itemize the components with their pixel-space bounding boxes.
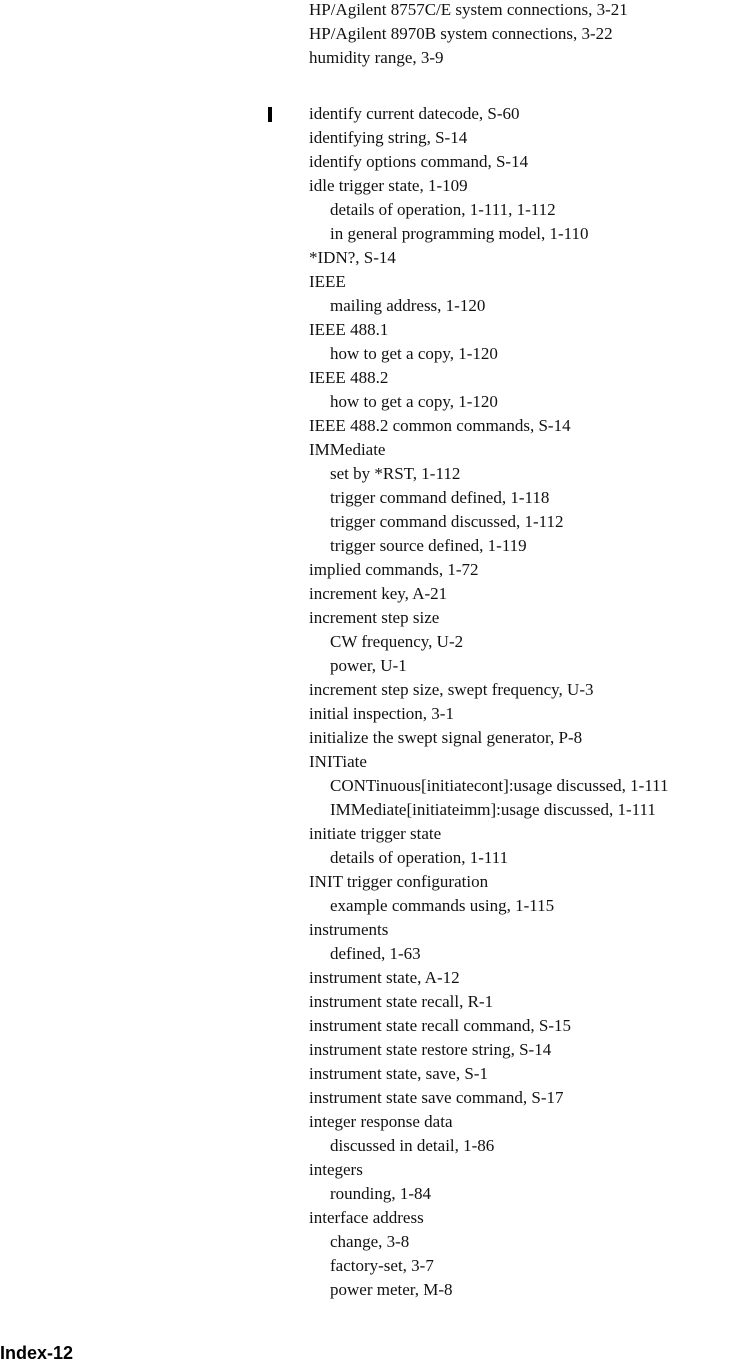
index-entry: INIT trigger configuration <box>309 872 489 891</box>
index-subentry: details of operation, 1-111, 1-112 <box>330 200 556 219</box>
index-subentry: CW frequency, U-2 <box>330 632 464 651</box>
index-entry: IEEE <box>309 272 346 291</box>
index-entry: increment key, A-21 <box>309 584 448 603</box>
index-entry: identify options command, S-14 <box>309 152 529 171</box>
index-entry: increment step size, swept frequency, U-3 <box>309 680 594 699</box>
index-entry: INITiate <box>309 752 367 771</box>
index-entry: integer response data <box>309 1112 453 1131</box>
index-subentry: rounding, 1-84 <box>330 1184 432 1203</box>
index-entry: HP/Agilent 8970B system connections, 3-22 <box>309 24 613 43</box>
index-entry: instrument state, A-12 <box>309 968 460 987</box>
index-entry: IEEE 488.2 common commands, S-14 <box>309 416 571 435</box>
index-entry: IMMediate <box>309 440 386 459</box>
index-entry: instrument state restore string, S-14 <box>309 1040 552 1059</box>
index-entry: idle trigger state, 1-109 <box>309 176 468 195</box>
index-entry: identify current datecode, S-60 <box>309 104 520 123</box>
index-entry: humidity range, 3-9 <box>309 48 444 67</box>
index-entry: initialize the swept signal generator, P-8 <box>309 728 583 747</box>
index-entry: initiate trigger state <box>309 824 442 843</box>
index-subentry: trigger source defined, 1-119 <box>330 536 527 555</box>
index-subentry: factory-set, 3-7 <box>330 1256 434 1275</box>
index-subentry: how to get a copy, 1-120 <box>330 344 498 363</box>
index-subentry: defined, 1-63 <box>330 944 421 963</box>
page-footer-label: Index-12 <box>0 1343 74 1363</box>
index-entry: instruments <box>309 920 389 939</box>
index-subentry: discussed in detail, 1-86 <box>330 1136 495 1155</box>
index-entry: IEEE 488.1 <box>309 320 389 339</box>
index-entry: increment step size <box>309 608 440 627</box>
section-letter-marker <box>268 107 272 122</box>
index-subentry: how to get a copy, 1-120 <box>330 392 498 411</box>
index-subentry: trigger command defined, 1-118 <box>330 488 550 507</box>
index-entry: instrument state, save, S-1 <box>309 1064 488 1083</box>
index-subentry: details of operation, 1-111 <box>330 848 509 867</box>
index-entry: instrument state recall command, S-15 <box>309 1016 572 1035</box>
index-entry: initial inspection, 3-1 <box>309 704 454 723</box>
index-subentry: power meter, M-8 <box>330 1280 453 1299</box>
index-entry: *IDN?, S-14 <box>309 248 396 267</box>
index-subentry: CONTinuous[initiatecont]:usage discussed, 1-111 <box>330 776 669 795</box>
index-entry: integers <box>309 1160 363 1179</box>
index-entry: identifying string, S-14 <box>309 128 468 147</box>
index-entry: interface address <box>309 1208 424 1227</box>
index-subentry: example commands using, 1-115 <box>330 896 555 915</box>
index-subentry: change, 3-8 <box>330 1232 410 1251</box>
index-entry: IEEE 488.2 <box>309 368 389 387</box>
index-entry: implied commands, 1-72 <box>309 560 479 579</box>
index-subentry: set by *RST, 1-112 <box>330 464 461 483</box>
index-subentry: IMMediate[initiateimm]:usage discussed, 1-111 <box>330 800 656 819</box>
index-subentry: trigger command discussed, 1-112 <box>330 512 564 531</box>
index-subentry: mailing address, 1-120 <box>330 296 486 315</box>
index-entry: HP/Agilent 8757C/E system connections, 3-21 <box>309 0 628 19</box>
index-subentry: power, U-1 <box>330 656 407 675</box>
index-entry: instrument state save command, S-17 <box>309 1088 564 1107</box>
index-entry: instrument state recall, R-1 <box>309 992 494 1011</box>
index-subentry: in general programming model, 1-110 <box>330 224 589 243</box>
